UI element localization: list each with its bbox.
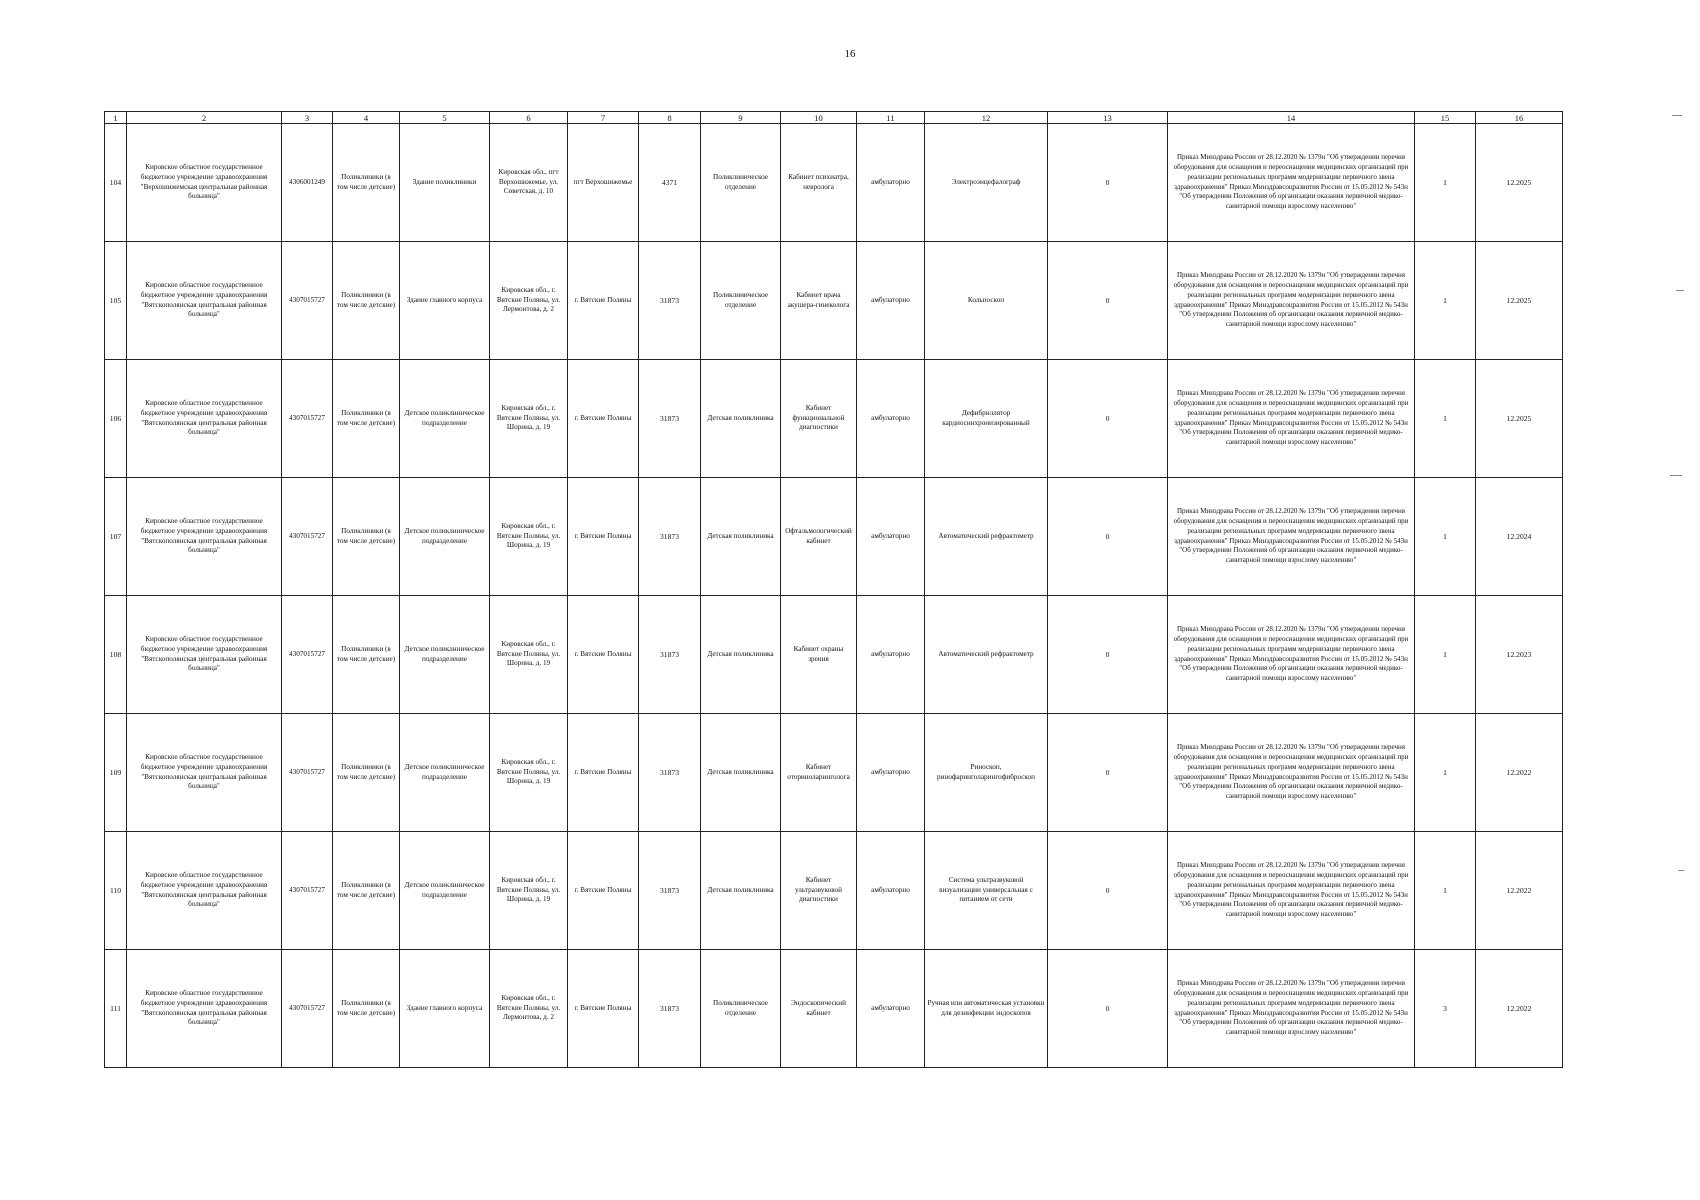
cabinet: Эндоскопический кабинет [781,950,857,1068]
header-row [105,112,1563,124]
building-name: Здание поликлиники [400,124,490,242]
column-header: 9 [701,112,781,124]
address: Кировская обл., пгт Верхошижемье, ул. Советская, д. 10 [490,124,568,242]
existing-count: 0 [1048,714,1168,832]
due-date: 12.2025 [1476,124,1563,242]
table-row [105,124,1563,242]
column-header: 16 [1476,112,1563,124]
locality: г. Вятские Поляны [568,242,639,360]
existing-count: 0 [1048,950,1168,1068]
care-mode: амбулаторно [857,714,925,832]
inn-code: 4307015727 [282,242,333,360]
normative-orders: Приказ Минздрава России от 28.12.2020 № 1379н "Об утверждении перечня оборудования для оснащения и переоснащения медицинских организаций при реализации региональных программ модернизации первичного звена здравоохранения" Приказ Минздравсоцразвития России от 15.05.2012 № 543н "Об утверждении Положения об организации оказания первичной медико-санитарной помощи взрослому населению" [1168,832,1415,950]
equipment-name: Ручная или автоматическая установки для дезинфекции эндоскопов [925,950,1048,1068]
cabinet: Кабинет функциональной диагностики [781,360,857,478]
equipment-name: Автоматический рефрактометр [925,596,1048,714]
division: Поликлиническое отделение [701,950,781,1068]
equipment-name: Кольпоскоп [925,242,1048,360]
organization-name: Кировское областное государственное бюджетное учреждение здравоохранения "Вятскополянская центральная районная больница" [127,950,282,1068]
quantity: 1 [1415,832,1476,950]
column-header: 1 [105,112,127,124]
scan-mark [1676,290,1684,291]
oktmo-code: 31873 [639,242,701,360]
scan-mark [1670,475,1682,476]
oktmo-code: 31873 [639,950,701,1068]
inn-code: 4307015727 [282,950,333,1068]
row-number: 104 [105,124,127,242]
division: Поликлиническое отделение [701,242,781,360]
building-name: Здание главного корпуса [400,242,490,360]
existing-count: 0 [1048,360,1168,478]
due-date: 12.2022 [1476,832,1563,950]
scan-mark [1672,115,1682,116]
organization-name: Кировское областное государственное бюджетное учреждение здравоохранения "Вятскополянская центральная районная больница" [127,714,282,832]
care-mode: амбулаторно [857,124,925,242]
column-header: 10 [781,112,857,124]
normative-orders: Приказ Минздрава России от 28.12.2020 № 1379н "Об утверждении перечня оборудования для оснащения и переоснащения медицинских организаций при реализации региональных программ модернизации первичного звена здравоохранения" Приказ Минздравсоцразвития России от 15.05.2012 № 543н "Об утверждении Положения об организации оказания первичной медико-санитарной помощи взрослому населению" [1168,950,1415,1068]
due-date: 12.2022 [1476,714,1563,832]
due-date: 12.2024 [1476,478,1563,596]
facility-type: Поликлиники (в том числе детские) [333,596,400,714]
normative-orders: Приказ Минздрава России от 28.12.2020 № 1379н "Об утверждении перечня оборудования для оснащения и переоснащения медицинских организаций при реализации региональных программ модернизации первичного звена здравоохранения" Приказ Минздравсоцразвития России от 15.05.2012 № 543н "Об утверждении Положения об организации оказания первичной медико-санитарной помощи взрослому населению" [1168,714,1415,832]
cabinet: Кабинет оториноларинголога [781,714,857,832]
cabinet: Кабинет психиатра, невролога [781,124,857,242]
due-date: 12.2025 [1476,360,1563,478]
address: Кировская обл., г. Вятские Поляны, ул. Шорина, д. 19 [490,596,568,714]
normative-orders: Приказ Минздрава России от 28.12.2020 № 1379н "Об утверждении перечня оборудования для оснащения и переоснащения медицинских организаций при реализации региональных программ модернизации первичного звена здравоохранения" Приказ Минздравсоцразвития России от 15.05.2012 № 543н "Об утверждении Положения об организации оказания первичной медико-санитарной помощи взрослому населению" [1168,478,1415,596]
building-name: Детское поликлиническое подразделение [400,714,490,832]
locality: г. Вятские Поляны [568,360,639,478]
quantity: 1 [1415,714,1476,832]
due-date: 12.2025 [1476,242,1563,360]
division: Детская поликлиника [701,478,781,596]
inn-code: 4307015727 [282,478,333,596]
care-mode: амбулаторно [857,242,925,360]
table-body [105,124,1563,1068]
facility-type: Поликлиники (в том числе детские) [333,478,400,596]
organization-name: Кировское областное государственное бюджетное учреждение здравоохранения "Вятскополянская центральная районная больница" [127,360,282,478]
inn-code: 4307015727 [282,596,333,714]
locality: г. Вятские Поляны [568,950,639,1068]
address: Кировская обл., г. Вятские Поляны, ул. Шорина, д. 19 [490,832,568,950]
division: Детская поликлиника [701,714,781,832]
due-date: 12.2023 [1476,596,1563,714]
equipment-name: Риноскоп, ринофаринголарингофиброскоп [925,714,1048,832]
page-number: 16 [844,48,856,60]
row-number: 106 [105,360,127,478]
quantity: 1 [1415,360,1476,478]
quantity: 1 [1415,124,1476,242]
organization-name: Кировское областное государственное бюджетное учреждение здравоохранения "Вятскополянская центральная районная больница" [127,832,282,950]
cabinet: Кабинет ультразвуковой диагностики [781,832,857,950]
division: Поликлиническое отделение [701,124,781,242]
cabinet: Кабинет врача акушера-гинеколога [781,242,857,360]
column-header: 5 [400,112,490,124]
address: Кировская обл., г. Вятские Поляны, ул. Лермонтова, д. 2 [490,242,568,360]
table-row [105,596,1563,714]
column-header: 3 [282,112,333,124]
quantity: 1 [1415,242,1476,360]
building-name: Детское поликлиническое подразделение [400,360,490,478]
table-row [105,242,1563,360]
normative-orders: Приказ Минздрава России от 28.12.2020 № 1379н "Об утверждении перечня оборудования для оснащения и переоснащения медицинских организаций при реализации региональных программ модернизации первичного звена здравоохранения" Приказ Минздравсоцразвития России от 15.05.2012 № 543н "Об утверждении Положения об организации оказания первичной медико-санитарной помощи взрослому населению" [1168,360,1415,478]
locality: г. Вятские Поляны [568,832,639,950]
oktmo-code: 31873 [639,478,701,596]
row-number: 109 [105,714,127,832]
column-header: 8 [639,112,701,124]
oktmo-code: 31873 [639,832,701,950]
inn-code: 4307015727 [282,714,333,832]
organization-name: Кировское областное государственное бюджетное учреждение здравоохранения "Вятскополянская центральная районная больница" [127,242,282,360]
quantity: 3 [1415,950,1476,1068]
address: Кировская обл., г. Вятские Поляны, ул. Шорина, д. 19 [490,714,568,832]
existing-count: 0 [1048,478,1168,596]
column-header: 7 [568,112,639,124]
locality: г. Вятские Поляны [568,596,639,714]
column-header: 4 [333,112,400,124]
organization-name: Кировское областное государственное бюджетное учреждение здравоохранения "Вятскополянская центральная районная больница" [127,478,282,596]
division: Детская поликлиника [701,360,781,478]
inn-code: 4307015727 [282,360,333,478]
care-mode: амбулаторно [857,596,925,714]
organization-name: Кировское областное государственное бюджетное учреждение здравоохранения "Вятскополянская центральная районная больница" [127,596,282,714]
equipment-name: Электроэнцефалограф [925,124,1048,242]
care-mode: амбулаторно [857,832,925,950]
due-date: 12.2022 [1476,950,1563,1068]
inn-code: 4306001249 [282,124,333,242]
column-header: 13 [1048,112,1168,124]
quantity: 1 [1415,478,1476,596]
column-header: 15 [1415,112,1476,124]
normative-orders: Приказ Минздрава России от 28.12.2020 № 1379н "Об утверждении перечня оборудования для оснащения и переоснащения медицинских организаций при реализации региональных программ модернизации первичного звена здравоохранения" Приказ Минздравсоцразвития России от 15.05.2012 № 543н "Об утверждении Положения об организации оказания первичной медико-санитарной помощи взрослому населению" [1168,242,1415,360]
normative-orders: Приказ Минздрава России от 28.12.2020 № 1379н "Об утверждении перечня оборудования для оснащения и переоснащения медицинских организаций при реализации региональных программ модернизации первичного звена здравоохранения" Приказ Минздравсоцразвития России от 15.05.2012 № 543н "Об утверждении Положения об организации оказания первичной медико-санитарной помощи взрослому населению" [1168,124,1415,242]
oktmo-code: 31873 [639,714,701,832]
inn-code: 4307015727 [282,832,333,950]
existing-count: 0 [1048,596,1168,714]
locality: г. Вятские Поляны [568,478,639,596]
locality: г. Вятские Поляны [568,714,639,832]
building-name: Детское поликлиническое подразделение [400,832,490,950]
row-number: 111 [105,950,127,1068]
table-row [105,714,1563,832]
equipment-name: Автоматический рефрактометр [925,478,1048,596]
care-mode: амбулаторно [857,478,925,596]
equipment-name: Дефибриллятор кардиосинхронизированный [925,360,1048,478]
building-name: Здание главного корпуса [400,950,490,1068]
column-header: 12 [925,112,1048,124]
column-header: 6 [490,112,568,124]
oktmo-code: 31873 [639,596,701,714]
row-number: 110 [105,832,127,950]
table-row [105,832,1563,950]
oktmo-code: 31873 [639,360,701,478]
equipment-name: Система ультразвуковой визуализации универсальная с питанием от сети [925,832,1048,950]
division: Детская поликлиника [701,596,781,714]
existing-count: 0 [1048,124,1168,242]
facility-type: Поликлиники (в том числе детские) [333,124,400,242]
division: Детская поликлиника [701,832,781,950]
address: Кировская обл., г. Вятские Поляны, ул. Шорина, д. 19 [490,360,568,478]
care-mode: амбулаторно [857,360,925,478]
table-row [105,950,1563,1068]
table-row [105,478,1563,596]
facility-type: Поликлиники (в том числе детские) [333,360,400,478]
row-number: 105 [105,242,127,360]
row-number: 108 [105,596,127,714]
normative-orders: Приказ Минздрава России от 28.12.2020 № 1379н "Об утверждении перечня оборудования для оснащения и переоснащения медицинских организаций при реализации региональных программ модернизации первичного звена здравоохранения" Приказ Минздравсоцразвития России от 15.05.2012 № 543н "Об утверждении Положения об организации оказания первичной медико-санитарной помощи взрослому населению" [1168,596,1415,714]
row-number: 107 [105,478,127,596]
column-header: 2 [127,112,282,124]
organization-name: Кировское областное государственное бюджетное учреждение здравоохранения "Верхошижемская центральная районная больница" [127,124,282,242]
address: Кировская обл., г. Вятские Поляны, ул. Лермонтова, д. 2 [490,950,568,1068]
facility-type: Поликлиники (в том числе детские) [333,950,400,1068]
quantity: 1 [1415,596,1476,714]
facility-type: Поликлиники (в том числе детские) [333,832,400,950]
care-mode: амбулаторно [857,950,925,1068]
address: Кировская обл., г. Вятские Поляны, ул. Шорина, д. 19 [490,478,568,596]
building-name: Детское поликлиническое подразделение [400,478,490,596]
table-row [105,360,1563,478]
building-name: Детское поликлиническое подразделение [400,596,490,714]
existing-count: 0 [1048,832,1168,950]
facility-type: Поликлиники (в том числе детские) [333,714,400,832]
cabinet: Офтальмологический кабинет [781,478,857,596]
existing-count: 0 [1048,242,1168,360]
scan-mark [1678,870,1684,871]
facility-type: Поликлиники (в том числе детские) [333,242,400,360]
equipment-table [104,111,1563,1068]
locality: пгт Верхошижемье [568,124,639,242]
column-header: 11 [857,112,925,124]
column-header: 14 [1168,112,1415,124]
oktmo-code: 4371 [639,124,701,242]
cabinet: Кабинет охраны зрения [781,596,857,714]
